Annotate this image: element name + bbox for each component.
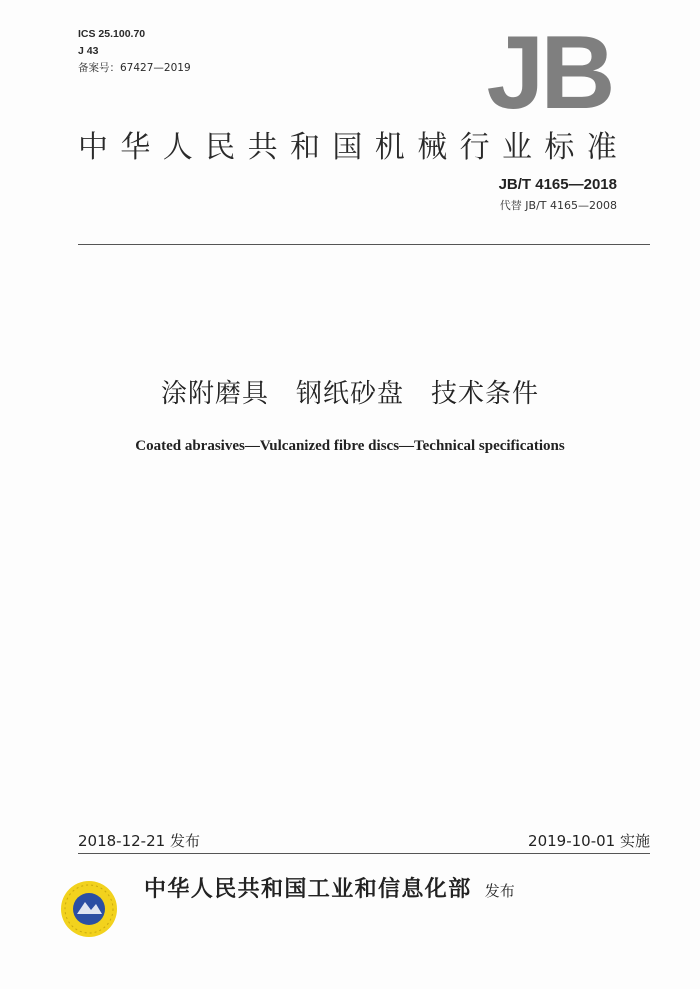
- issuing-authority: [144, 872, 515, 903]
- effective-date: 2019-10-01 实施: [528, 832, 650, 850]
- ccs-code: J 43: [78, 45, 99, 57]
- jb-logo-text: JB: [486, 28, 612, 114]
- filing-number: 备案号：67427—2019: [78, 62, 191, 74]
- classification-block: [78, 26, 191, 77]
- document-title-english: Coated abrasives—Vulcanized fibre discs—Technical specifications: [135, 438, 565, 454]
- header-divider: [78, 244, 650, 245]
- standard-number: JB/T 4165—2018: [498, 176, 617, 193]
- document-title-chinese: 涂附磨具 钢纸砂盘 技术条件: [160, 379, 539, 409]
- issuer-name: 中华人民共和国工业和信息化部: [144, 877, 472, 902]
- ministry-seal-icon: [60, 880, 118, 938]
- replaces-standard: 代替 JB/T 4165—2008: [499, 199, 617, 212]
- standard-number-block: [499, 176, 617, 213]
- organization-title: 中华人民共和国机械行业标准: [78, 130, 630, 165]
- jb-logo: [484, 28, 614, 114]
- footer-divider: [78, 853, 650, 854]
- ics-code: ICS 25.100.70: [78, 28, 146, 40]
- issue-date: 2018-12-21 发布: [78, 832, 200, 850]
- issuer-action: 发布: [484, 882, 515, 900]
